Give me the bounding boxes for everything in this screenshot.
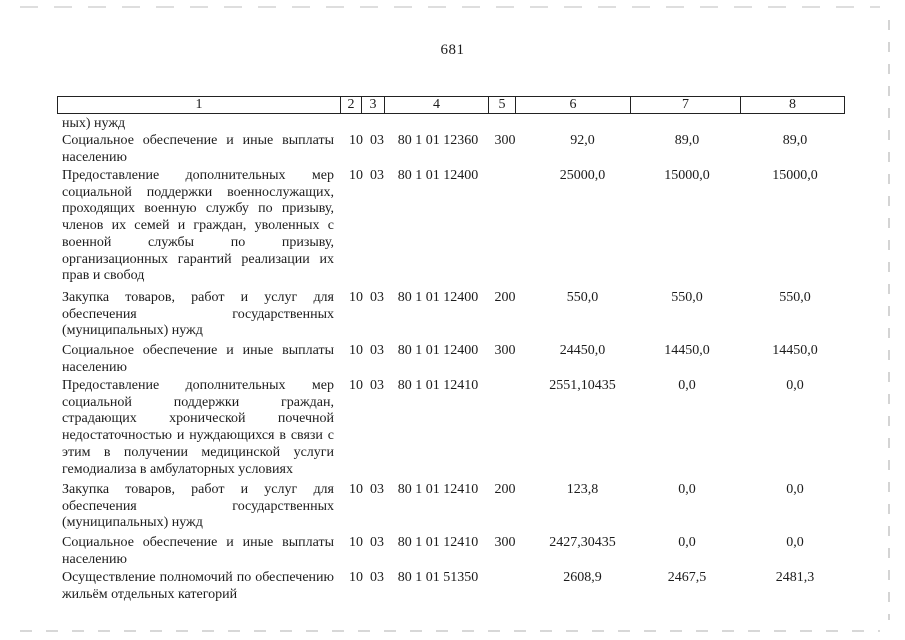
cell-subsection: 03 bbox=[370, 343, 384, 358]
row-description: Социальное обеспечение и иные выплаты населению bbox=[62, 535, 334, 567]
cell-amount-8: 550,0 bbox=[779, 290, 811, 305]
header-col-3: 3 bbox=[362, 97, 385, 113]
cell-amount-8: 89,0 bbox=[782, 133, 808, 148]
cell-amount-6: 550,0 bbox=[566, 290, 599, 305]
cell-subsection: 03 bbox=[370, 482, 384, 497]
row-description: ных) нужд bbox=[62, 116, 126, 131]
scan-edge-top bbox=[20, 6, 880, 8]
cell-amount-8: 14450,0 bbox=[772, 343, 818, 358]
cell-amount-7: 89,0 bbox=[674, 133, 700, 148]
cell-expense-type: 300 bbox=[494, 535, 516, 550]
row-description: Закупка товаров, работ и услуг для обеспечения государственных (муниципальных) нужд bbox=[62, 482, 334, 531]
cell-target-code: 80 1 01 12410 bbox=[397, 482, 479, 497]
header-col-7: 7 bbox=[631, 97, 741, 113]
cell-expense-type: 200 bbox=[494, 290, 516, 305]
header-col-5: 5 bbox=[489, 97, 516, 113]
cell-amount-8: 0,0 bbox=[786, 378, 804, 393]
cell-amount-7: 0,0 bbox=[678, 378, 696, 393]
cell-section: 10 bbox=[349, 570, 363, 585]
row-description: Предоставление дополнительных мер социальной поддержки граждан, страдающих хронической почечной недостаточностью и нуждающихся в связи с этим в получении медицинской услуги гемодиализа в амбулаторных условиях bbox=[62, 378, 334, 477]
scan-edge-bottom bbox=[20, 630, 880, 632]
cell-amount-6: 25000,0 bbox=[559, 168, 606, 183]
cell-subsection: 03 bbox=[370, 168, 384, 183]
cell-amount-7: 0,0 bbox=[678, 482, 696, 497]
row-description: Социальное обеспечение и иные выплаты населению bbox=[62, 133, 334, 165]
cell-target-code: 80 1 01 12400 bbox=[397, 343, 479, 358]
cell-amount-7: 15000,0 bbox=[664, 168, 710, 183]
cell-amount-8: 15000,0 bbox=[772, 168, 818, 183]
row-description: Закупка товаров, работ и услуг для обеспечения государственных (муниципальных) нужд bbox=[62, 290, 334, 339]
cell-expense-type: 300 bbox=[494, 133, 516, 148]
row-description: Осуществление полномочий по обеспечению жильём отдельных категорий bbox=[62, 570, 334, 602]
cell-section: 10 bbox=[349, 168, 363, 183]
cell-target-code: 80 1 01 12400 bbox=[397, 290, 479, 305]
header-col-8: 8 bbox=[789, 97, 796, 112]
cell-expense-type: 300 bbox=[494, 343, 516, 358]
cell-subsection: 03 bbox=[370, 535, 384, 550]
cell-amount-8: 2481,3 bbox=[775, 570, 815, 585]
cell-amount-7: 0,0 bbox=[678, 535, 696, 550]
cell-amount-8: 0,0 bbox=[786, 482, 804, 497]
scan-edge-right bbox=[888, 20, 890, 620]
cell-amount-7: 14450,0 bbox=[664, 343, 710, 358]
cell-subsection: 03 bbox=[370, 378, 384, 393]
header-col-1: 1 bbox=[58, 97, 341, 113]
table-header bbox=[57, 96, 845, 114]
row-description: Предоставление дополнительных мер социальной поддержки военнослужащих, проходящих военную службу по призыву, членов их семей и граждан, уволенных с военной службы по призыву, организационных гарантий реализации их прав и свобод bbox=[62, 168, 334, 284]
cell-subsection: 03 bbox=[370, 290, 384, 305]
cell-section: 10 bbox=[349, 290, 363, 305]
cell-amount-8: 0,0 bbox=[786, 535, 804, 550]
cell-subsection: 03 bbox=[370, 133, 384, 148]
cell-amount-6: 2551,10435 bbox=[549, 378, 616, 393]
cell-target-code: 80 1 01 12410 bbox=[397, 535, 479, 550]
cell-amount-6: 24450,0 bbox=[559, 343, 606, 358]
cell-amount-6: 2427,30435 bbox=[549, 535, 616, 550]
cell-target-code: 80 1 01 12410 bbox=[397, 378, 479, 393]
cell-expense-type: 200 bbox=[494, 482, 516, 497]
page-number: 681 bbox=[440, 42, 465, 58]
cell-subsection: 03 bbox=[370, 570, 384, 585]
cell-target-code: 80 1 01 12360 bbox=[397, 133, 479, 148]
cell-amount-6: 92,0 bbox=[570, 133, 595, 148]
header-col-4: 4 bbox=[385, 97, 489, 113]
cell-section: 10 bbox=[349, 535, 363, 550]
cell-section: 10 bbox=[349, 133, 363, 148]
cell-amount-6: 123,8 bbox=[566, 482, 599, 497]
cell-section: 10 bbox=[349, 343, 363, 358]
cell-target-code: 80 1 01 12400 bbox=[397, 168, 479, 183]
header-col-6: 6 bbox=[516, 97, 631, 113]
row-description: Социальное обеспечение и иные выплаты населению bbox=[62, 343, 334, 375]
cell-amount-7: 550,0 bbox=[671, 290, 703, 305]
cell-amount-6: 2608,9 bbox=[563, 570, 602, 585]
cell-section: 10 bbox=[349, 482, 363, 497]
cell-section: 10 bbox=[349, 378, 363, 393]
cell-amount-7: 2467,5 bbox=[667, 570, 707, 585]
cell-target-code: 80 1 01 51350 bbox=[397, 570, 479, 585]
header-col-2: 2 bbox=[341, 97, 362, 113]
